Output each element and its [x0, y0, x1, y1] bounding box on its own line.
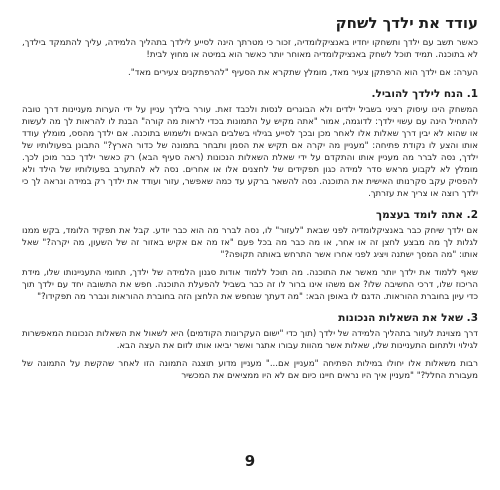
section-paragraph: רבות משאלות אלו יחולו במילות הפתיחה "מעניין אם..." מעניין מדוע תוצגה התמונה הזו לאחר שהקשת על התמונה של מעבורת החלל?" "מעניין איך היו נראים חיינו כיום אם לא היו ממציאים את המכשיר [22, 359, 478, 381]
spacer [22, 79, 478, 88]
section-2 [22, 209, 478, 303]
section-heading: 2. אתה לומד בעצמך [376, 209, 478, 221]
note-paragraph: הערה: אם ילדך הוא הרפתקן צעיר מאד, מומלץ שתקרא את הסעיף "להרפתקנים צעירים מאד". [128, 68, 478, 78]
section-3 [22, 312, 478, 382]
section-paragraph: דרך מצוינת לעזור בתהליך הלמידה של ילדך (תוך כדי "ישום העקרונות הקודמים) היא לשאול את השאלות הנכונות המאפשרות לגילוי ולתחום התעניינות שלו, שאלות אשר מהוות עבורו אתגר ואשר יביאו אותו לזום את העצה הבא. [22, 329, 478, 351]
section-heading: 1. הנח לילדך להוביל. [371, 88, 478, 100]
page-number: 9 [244, 452, 256, 470]
section-1 [22, 88, 478, 200]
intro-paragraph: כאשר תשב עם ילדך ותשחקו יחדיו באנציקלומדיה, זכור כי מטרתך הינה לסייע לילדך בתהליך הלמידה, עליך להתמקד בילדך, לא בתוכנה. תמיד תוכל לשחק באנציקלומדיה מאוחר יותר כאשר הוא במיטה או מחוץ לבית! [22, 38, 478, 60]
section-paragraph: אם ילדך שיחק כבר באנציקלומדיה לפני שבאת "לעזור" לו, נסה לברר מה הוא כבר יודע. קבל את תפקיד הלומד, בקש ממנו לגלות לך מה מבצע לחצן זה או אחר, או מה כבר מה בכל פעם "אז מה אם אקיש באזור זה של השעון, מה יקרה?" שאל אותו: "מה המסך ישתנה ויציג לפני אחרו אשר התרחש באותה תקופה?" [22, 226, 478, 260]
section-heading: 3. שאל את השאלות הנכונות [338, 312, 478, 324]
spacer [22, 200, 478, 209]
page-title: עודד את ילדך לשחק [335, 14, 478, 32]
spacer [22, 303, 478, 312]
section-paragraph: שאף ללמוד את ילדך יותר מאשר את התוכנה. מה תוכל ללמוד אודות סגנון הלמידה של ילדך, תחומי התעניינותו שלו, מידת הריכוז שלו, דרכי החשיבה שלו? אם משהו אינו ברור לו זה כבר בשביל להפעלת התוכנה. חפש את התשובה יחד עם ילדך תוך כדי עיון בחוברת ההוראות. הדגם לו באופן הבא: "מה דעתך שנחפש את הלחצן הזה בחוברת ההוראות ונברר מה תפקידו?" [22, 268, 478, 302]
document-page [22, 14, 478, 382]
section-paragraph: המשחק הינו עיסוק רציני בשביל ילדים ולא הבוגרים לנסות ולכבד זאת. עורר בילדך עניין על ידי הערות מעניינות דרך טובה להתחיל הינה עם עשוי ילדך: לדוגמה, אמור "אתה מקיש על התמונות בכדי לראות מה קורה" הבנת לו להראות לך מה לעשות או שהוא לא יבין דרך שאלות אלו לאחר מכן ובכך לסייע בגילוי בשלבים הבאים ולשמוש בתוכנה. אם ילדך מהסס, מומלץ עודד אותו והצע לו נקודת פתיחה: "מעניין מה יקרה אם תקיש את הסמן ותבחר בתמונה של כדור הארץ?" התבונן בפעולותיו של ילדך, נסה לברר מה מעניין אותו והתקדם על ידי שאלת השאלות הנכונות (ראה סעיף הבא) רק כאשר ילדך כבר מוכן לכך. מומלץ לא לקבוע מראש סדר למידה כגון תפקידים של לחצנים אלו או אחרים. נסה לא להתערב בפעולותיו של הילד ולא להפסיק עקב סקרנותו האישית את התוכנה. נסה להשאר ברקע עד כמה שאפשר, עזור ועודד את ילדך רק במידה ונראה לך כי ילדך רוצה או צריך את עזרתך. [22, 105, 478, 199]
